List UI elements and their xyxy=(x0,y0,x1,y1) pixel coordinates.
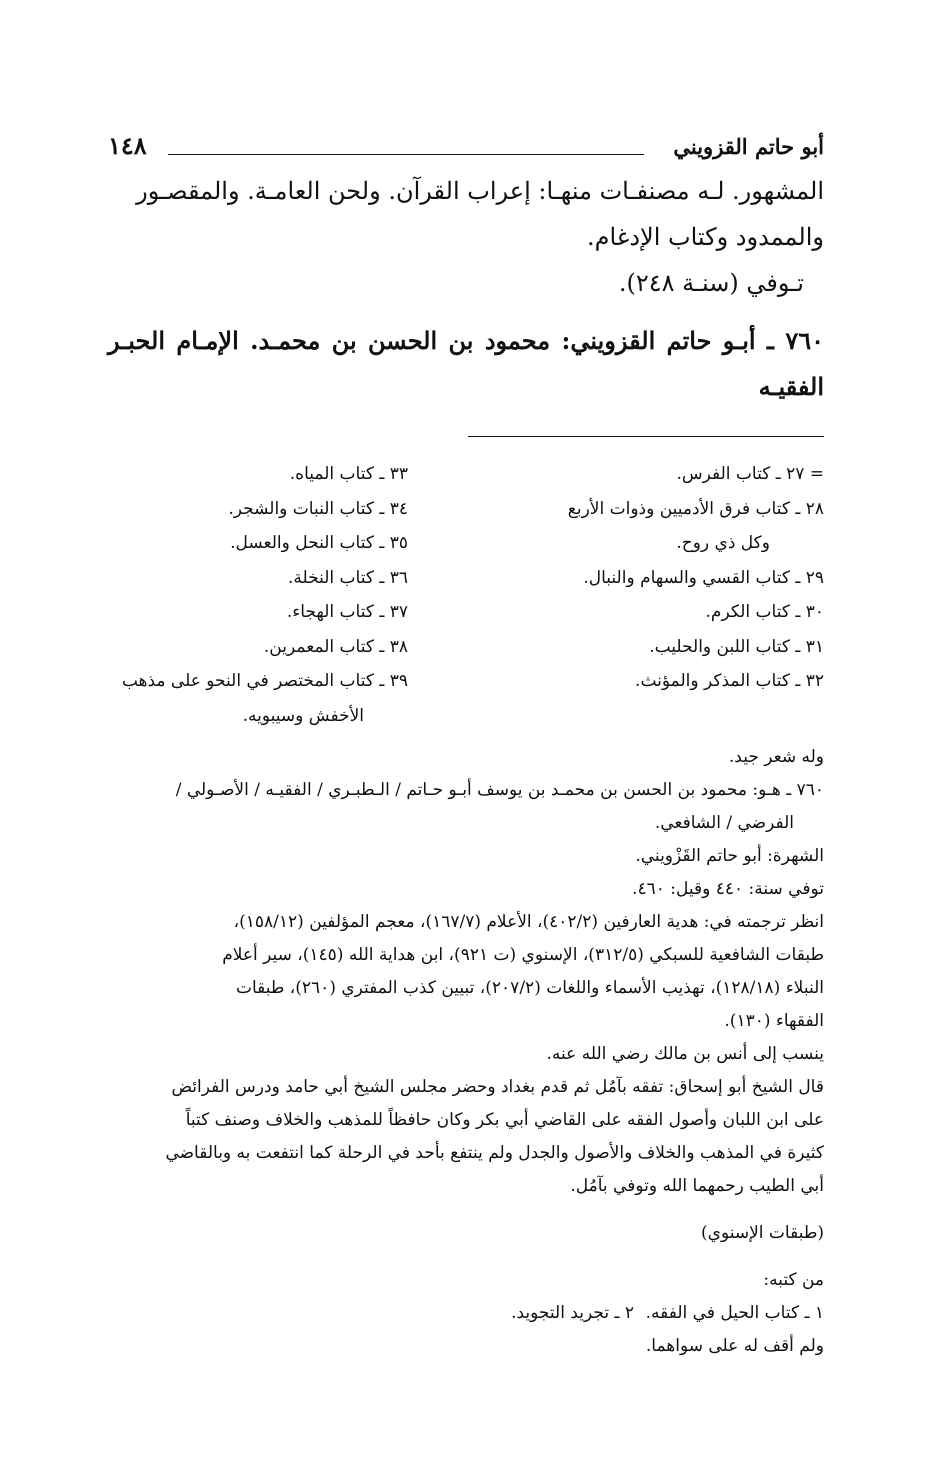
note-refs: الفقهاء (١٣٠). xyxy=(724,1011,824,1031)
header-rule xyxy=(168,154,644,155)
list-item: ٢٩ ـ كتاب القسي والسهام والنبال. xyxy=(583,567,824,588)
book-list-right-column xyxy=(524,457,824,733)
main-line: والممدود وكتاب الإدغام. xyxy=(586,223,824,251)
page-header xyxy=(108,128,824,168)
list-item: ٣٠ ـ كتاب الكرم. xyxy=(705,602,824,622)
note-lineage: ينسب إلى أنس بن مالك رضي الله عنه. xyxy=(546,1044,824,1064)
list-item: ٣٧ ـ كتاب الهجاء. xyxy=(286,602,408,622)
works-list xyxy=(108,1297,824,1330)
book-list-left-column xyxy=(108,457,408,733)
list-item: ٣١ ـ كتاب اللبن والحليب. xyxy=(649,636,824,657)
footnote-divider xyxy=(468,436,824,437)
list-item: ٣٨ ـ كتاب المعمرين. xyxy=(263,636,408,657)
note-quote: كثيرة في المذهب والخلاف والأصول والجدل ولم ينتفع بأحد في الرحلة كما انتفعت به وبالقاضي xyxy=(165,1143,824,1163)
main-line: تـوفي (سنـة ٢٤٨). xyxy=(618,269,804,297)
running-title: أبو حاتم القزويني xyxy=(673,134,824,159)
list-item-continuation: وكل ذي روح. xyxy=(676,533,770,553)
list-item: ٣٩ ـ كتاب المختصر في النحو على مذهب xyxy=(121,671,408,691)
work-item: ٢ ـ تجريد التجويد. xyxy=(511,1303,634,1323)
entry-760-heading: ٧٦٠ ـ أبـو حاتم القزويني: محمود بن الحسن بن محمـد. الإمـام الحبـر الفقيـه xyxy=(108,326,824,401)
list-item: ٣٦ ـ كتاب النخلة. xyxy=(287,567,408,588)
list-item: ٣٣ ـ كتاب المياه. xyxy=(289,464,408,484)
list-item: ٣٤ ـ كتاب النبات والشجر. xyxy=(228,498,408,519)
works-heading: من كتبه: xyxy=(763,1270,824,1290)
list-item: = ٢٧ ـ كتاب الفرس. xyxy=(676,464,824,484)
note-quote: أبي الطيب رحمهما الله وتوفي بآمُل. xyxy=(570,1176,824,1196)
list-item: ٣٥ ـ كتاب النحل والعسل. xyxy=(230,533,408,553)
poetry-note: وله شعر جيد. xyxy=(728,747,824,767)
note-line: الفرضي / الشافعي. xyxy=(654,813,794,833)
list-item-continuation: الأخفش وسيبويه. xyxy=(242,705,364,726)
note-refs: طبقات الشافعية للسبكي (٣١٢/٥)، الإسنوي (ت ٩٢١)، ابن هداية الله (١٤٥)، سير أعلام xyxy=(222,945,824,965)
footnotes xyxy=(108,741,824,1363)
main-text xyxy=(108,168,824,410)
list-item: ٢٨ ـ كتاب فرق الأدميين وذوات الأربع xyxy=(567,498,824,519)
book-page xyxy=(108,128,824,1363)
note-quote: على ابن اللبان وأصول الفقه على القاضي أبي بكر وكان حافظاً للمذهب والخلاف وصنف كتباً xyxy=(185,1110,824,1130)
main-line: المشهور. لـه مصنفـات منهـا: إعراب القرآن. ولحن العامـة. والمقصـور xyxy=(136,177,824,205)
list-item: ٣٢ ـ كتاب المذكر والمؤنث. xyxy=(635,671,824,691)
note-refs: انظر ترجمته في: هدية العارفين (٤٠٢/٢)، الأعلام (١٦٧/٧)، معجم المؤلفين (١٥٨/١٢)، xyxy=(233,912,824,932)
page-number: ١٤٨ xyxy=(108,131,147,160)
footnote-book-list xyxy=(108,457,824,733)
note-source: (طبقات الإسنوي) xyxy=(701,1223,824,1243)
note-quote: قال الشيخ أبو إسحاق: تفقه بآمُل ثم قدم بغداد وحضر مجلس الشيخ أبي حامد ودرس الفرائض xyxy=(171,1077,824,1097)
work-item: ١ ـ كتاب الحيل في الفقه. xyxy=(645,1303,824,1323)
note-refs: النبلاء (١٢٨/١٨)، تهذيب الأسماء واللغات (٢٠٧/٢)، تبيين كذب المفتري (٢٦٠)، طبقات xyxy=(235,978,824,998)
note-line: ٧٦٠ ـ هـو: محمود بن الحسن بن محمـد بن يوسف أبـو حـاتم / الـطبـري / الفقيـه / الأصـولي / xyxy=(175,780,824,800)
note-death: توفي سنة: ٤٤٠ وقيل: ٤٦٠. xyxy=(632,879,824,899)
works-closing: ولم أقف له على سواهما. xyxy=(645,1336,824,1356)
note-fame: الشهرة: أبو حاتم القَزْويني. xyxy=(635,846,824,866)
